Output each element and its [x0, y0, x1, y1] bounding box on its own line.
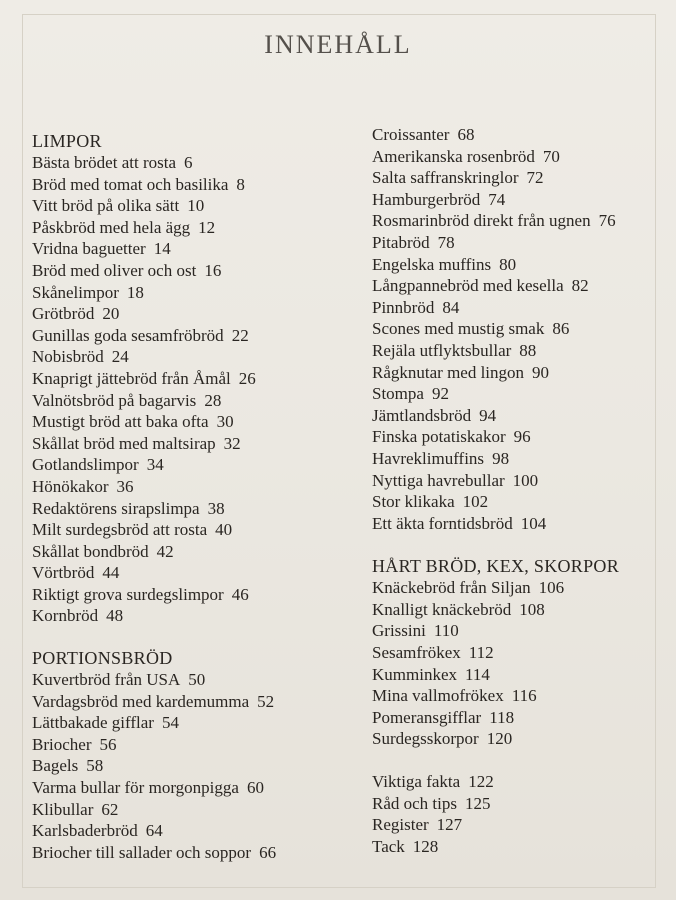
- toc-entry-page-number: 128: [412, 836, 439, 856]
- toc-entry: [372, 728, 672, 750]
- toc-entry: [32, 777, 332, 799]
- toc-entry: [32, 346, 332, 368]
- toc-entry-title: Rejäla utflyktsbullar: [372, 340, 512, 360]
- toc-entry: [372, 362, 672, 384]
- toc-entry-title: Varma bullar för morgonpigga: [32, 778, 239, 798]
- toc-entry-page-number: 56: [99, 734, 117, 754]
- toc-entry-page-number: 104: [520, 513, 547, 533]
- toc-entry-title: Croissanter: [372, 125, 450, 144]
- toc-entry: [372, 599, 672, 621]
- toc-entry-page-number: 20: [102, 304, 120, 324]
- toc-entry-title: Pitabröd: [372, 232, 430, 252]
- toc-entry-page-number: 46: [231, 584, 249, 604]
- toc-entry-page-number: 76: [598, 211, 616, 231]
- toc-entry: [32, 820, 332, 842]
- toc-entry-title: Havreklimuffins: [372, 448, 485, 468]
- toc-entry-page-number: 44: [102, 563, 120, 583]
- toc-entry: [32, 282, 332, 304]
- toc-entry-title: Vörtbröd: [32, 563, 95, 583]
- toc-entry: [32, 303, 332, 325]
- toc-entry-title: Briocher: [32, 734, 92, 754]
- toc-entry: [372, 426, 672, 448]
- toc-entry: [372, 707, 672, 729]
- toc-entry: [32, 368, 332, 390]
- toc-entry-title: Hamburgerbröd: [372, 189, 481, 209]
- toc-entry-title: Nyttiga havrebullar: [372, 470, 505, 490]
- toc-entry-title: Finska potatiskakor: [372, 427, 506, 447]
- toc-entry: [372, 124, 672, 146]
- toc-entry-title: Valnötsbröd på bagarvis: [32, 390, 197, 410]
- toc-entry: [32, 217, 332, 239]
- toc-entry-title: Pomeransgifflar: [372, 707, 482, 727]
- toc-entry-page-number: 82: [571, 276, 589, 296]
- toc-entry-title: Riktigt grova surdegslimpor: [32, 584, 224, 604]
- toc-entry-page-number: 120: [486, 729, 513, 749]
- toc-entry-page-number: 24: [111, 347, 129, 367]
- toc-entry-title: Jämtlandsbröd: [372, 405, 472, 425]
- toc-entry-title: Milt surdegsbröd att rosta: [32, 520, 208, 540]
- toc-entry-page-number: 12: [198, 217, 216, 237]
- toc-entry-page-number: 125: [465, 793, 491, 813]
- toc-entry-page-number: 127: [436, 815, 463, 835]
- toc-entry-page-number: 108: [519, 599, 545, 619]
- toc-entry-title: Stor klikaka: [372, 492, 455, 512]
- toc-entry-title: Kumminkex: [372, 664, 457, 684]
- toc-entry-title: Redaktörens sirapslimpa: [32, 498, 200, 518]
- toc-entry-page-number: 6: [184, 153, 193, 172]
- toc-entry: [32, 195, 332, 217]
- toc-entry-page-number: 106: [538, 578, 565, 598]
- toc-entry: [32, 433, 332, 455]
- toc-entry: [372, 189, 672, 211]
- toc-entry-page-number: 54: [161, 713, 179, 733]
- toc-entry-title: Rosmarinbröd direkt från ugnen: [372, 211, 591, 231]
- toc-entry-title: Bästa brödet att rosta: [32, 153, 176, 172]
- toc-entry: [32, 519, 332, 541]
- toc-entry: [372, 513, 672, 535]
- toc-entry-page-number: 96: [513, 427, 531, 447]
- toc-entry-title: Karlsbaderbröd: [32, 821, 138, 841]
- toc-entry-title: Surdegsskorpor: [372, 729, 479, 749]
- toc-entry: [32, 562, 332, 584]
- toc-entry-page-number: 72: [526, 168, 544, 188]
- toc-entry: [32, 712, 332, 734]
- toc-entry-title: Råd och tips: [372, 793, 457, 813]
- toc-entry-title: Engelska muffins: [372, 254, 492, 274]
- toc-entry-title: Bagels: [32, 756, 79, 776]
- toc-entry: [372, 318, 672, 340]
- toc-entry-title: Ett äkta forntidsbröd: [372, 513, 513, 533]
- toc-entry: [372, 405, 672, 427]
- section-spacer: [372, 750, 672, 771]
- toc-entry: [372, 297, 672, 319]
- toc-entry: [32, 454, 332, 476]
- toc-entry-page-number: 74: [488, 189, 506, 209]
- toc-entry-title: Viktiga fakta: [372, 772, 461, 792]
- toc-entry-page-number: 98: [492, 448, 510, 468]
- toc-entry-page-number: 48: [106, 606, 124, 626]
- toc-entry-title: Pinnbröd: [372, 297, 435, 317]
- toc-entry: [372, 620, 672, 642]
- toc-entry-title: Gotlandslimpor: [32, 455, 139, 475]
- toc-entry-title: Mustigt bröd att baka ofta: [32, 412, 209, 432]
- toc-entry: [372, 491, 672, 513]
- toc-entry: [372, 793, 672, 815]
- toc-entry: [32, 476, 332, 498]
- toc-entry-title: Långpannebröd med kesella: [372, 276, 564, 296]
- toc-entry-page-number: 80: [499, 254, 517, 274]
- toc-entry-title: Skållat bröd med maltsirap: [32, 433, 216, 453]
- toc-entry-title: Vardagsbröd med kardemumma: [32, 691, 250, 711]
- toc-entry: [32, 238, 332, 260]
- toc-entry-page-number: 64: [145, 821, 163, 841]
- toc-entry-page-number: 16: [204, 260, 222, 280]
- toc-entry-page-number: 78: [437, 232, 455, 252]
- toc-entry-page-number: 102: [462, 492, 489, 512]
- toc-entry-title: Lättbakade gifflar: [32, 713, 154, 733]
- toc-entry-page-number: 30: [216, 412, 234, 432]
- toc-entry: [32, 411, 332, 433]
- page-title: INNEHÅLL: [264, 30, 412, 59]
- toc-entry-page-number: 122: [468, 772, 494, 792]
- toc-entry: [372, 146, 672, 168]
- toc-left-column: [32, 130, 332, 863]
- toc-entry-title: Vridna baguetter: [32, 239, 146, 259]
- toc-entry-title: Gunillas goda sesamfröbröd: [32, 325, 224, 345]
- toc-entry: [372, 275, 672, 297]
- toc-entry: [372, 814, 672, 836]
- toc-entry-page-number: 68: [457, 125, 475, 144]
- toc-entry-title: Kornbröd: [32, 606, 99, 626]
- toc-entry-title: Salta saffranskringlor: [372, 168, 519, 188]
- toc-entry-title: Skånelimpor: [32, 282, 119, 302]
- toc-entry-title: Påskbröd med hela ägg: [32, 217, 191, 237]
- toc-entry-title: Mina vallmofrökex: [372, 686, 504, 706]
- section-heading: LIMPOR: [32, 131, 102, 151]
- toc-entry-page-number: 10: [187, 196, 205, 216]
- toc-entry-title: Amerikanska rosenbröd: [372, 146, 535, 166]
- toc-entry-title: Klibullar: [32, 799, 94, 819]
- toc-entry: [372, 685, 672, 707]
- toc-entry: [32, 498, 332, 520]
- toc-entry: [372, 836, 672, 858]
- toc-entry: [372, 167, 672, 189]
- toc-entry-page-number: 38: [207, 498, 225, 518]
- toc-entry: [372, 642, 672, 664]
- toc-entry-page-number: 84: [442, 297, 460, 317]
- toc-entry: [372, 210, 672, 232]
- toc-entry-page-number: 112: [468, 643, 494, 663]
- toc-entry-title: Bröd med tomat och basilika: [32, 174, 229, 194]
- toc-entry: [372, 448, 672, 470]
- toc-entry: [32, 325, 332, 347]
- toc-entry-page-number: 62: [101, 799, 119, 819]
- toc-entry-page-number: 86: [552, 319, 570, 339]
- toc-entry: [32, 260, 332, 282]
- toc-entry-title: Grissini: [372, 621, 426, 641]
- toc-entry-page-number: 90: [532, 362, 550, 382]
- toc-right-column: [372, 124, 672, 857]
- toc-entry: [32, 691, 332, 713]
- toc-entry-title: Bröd med oliver och ost: [32, 260, 197, 280]
- toc-entry-page-number: 14: [153, 239, 171, 259]
- toc-entry: [32, 541, 332, 563]
- toc-entry: [32, 152, 332, 174]
- toc-entry-page-number: 18: [126, 282, 144, 302]
- toc-entry-page-number: 116: [511, 686, 537, 706]
- toc-entry-title: Knalligt knäckebröd: [372, 599, 512, 619]
- toc-entry-page-number: 58: [86, 756, 104, 776]
- toc-entry-page-number: 110: [433, 621, 459, 641]
- toc-entry-page-number: 100: [512, 470, 539, 490]
- toc-entry: [32, 584, 332, 606]
- toc-entry: [32, 799, 332, 821]
- toc-entry-title: Grötbröd: [32, 304, 95, 324]
- toc-entry-page-number: 92: [431, 384, 449, 404]
- toc-entry: [32, 842, 332, 864]
- toc-entry-page-number: 52: [257, 691, 275, 711]
- toc-entry-page-number: 88: [519, 340, 537, 360]
- toc-entry: [372, 577, 672, 599]
- toc-entry: [372, 664, 672, 686]
- toc-entry-page-number: 36: [116, 476, 134, 496]
- toc-entry: [372, 383, 672, 405]
- toc-entry-page-number: 94: [479, 405, 497, 425]
- toc-entry-title: Tack: [372, 836, 405, 856]
- toc-entry: [372, 771, 672, 793]
- toc-entry: [372, 232, 672, 254]
- toc-entry-title: Vitt bröd på olika sätt: [32, 196, 180, 216]
- toc-entry-page-number: 114: [465, 664, 490, 684]
- toc-entry-title: Scones med mustig smak: [372, 319, 545, 339]
- toc-entry-title: Skållat bondbröd: [32, 541, 149, 561]
- toc-entry: [32, 605, 332, 627]
- toc-entry-title: Hönökakor: [32, 476, 109, 496]
- toc-entry-page-number: 50: [188, 670, 206, 690]
- toc-entry-page-number: 26: [238, 368, 256, 388]
- toc-entry-title: Briocher till sallader och soppor: [32, 842, 252, 862]
- toc-entry-title: Rågknutar med lingon: [372, 362, 525, 382]
- toc-entry: [32, 734, 332, 756]
- toc-entry-page-number: 42: [156, 541, 174, 561]
- toc-entry: [32, 755, 332, 777]
- toc-entry-page-number: 34: [146, 455, 164, 475]
- toc-entry-title: Knäckebröd från Siljan: [372, 578, 531, 598]
- toc-entry-title: Kuvertbröd från USA: [32, 670, 181, 690]
- toc-entry-title: Knaprigt jättebröd från Åmål: [32, 368, 231, 388]
- toc-entry-title: Register: [372, 815, 429, 835]
- toc-entry-page-number: 60: [246, 778, 264, 798]
- toc-entry-page-number: 32: [223, 433, 241, 453]
- toc-entry: [372, 470, 672, 492]
- toc-entry-title: Stompa: [372, 384, 424, 404]
- toc-entry: [372, 340, 672, 362]
- toc-entry-page-number: 118: [489, 707, 515, 727]
- section-heading: HÅRT BRÖD, KEX, SKORPOR: [372, 556, 620, 577]
- toc-entry-title: Nobisbröd: [32, 347, 104, 367]
- toc-entry: [372, 254, 672, 276]
- section-spacer: [372, 534, 672, 555]
- toc-entry-page-number: 22: [231, 325, 249, 345]
- toc-entry-title: Sesamfrökex: [372, 643, 461, 663]
- toc-entry: [32, 174, 332, 196]
- toc-entry-page-number: 40: [215, 520, 233, 540]
- toc-entry-page-number: 28: [204, 390, 222, 410]
- section-heading: PORTIONSBRÖD: [32, 648, 173, 669]
- toc-entry-page-number: 66: [259, 842, 277, 862]
- toc-entry-page-number: 8: [236, 174, 245, 194]
- toc-entry: [32, 669, 332, 691]
- toc-entry-page-number: 70: [542, 146, 560, 166]
- section-spacer: [32, 627, 332, 647]
- toc-entry: [32, 390, 332, 412]
